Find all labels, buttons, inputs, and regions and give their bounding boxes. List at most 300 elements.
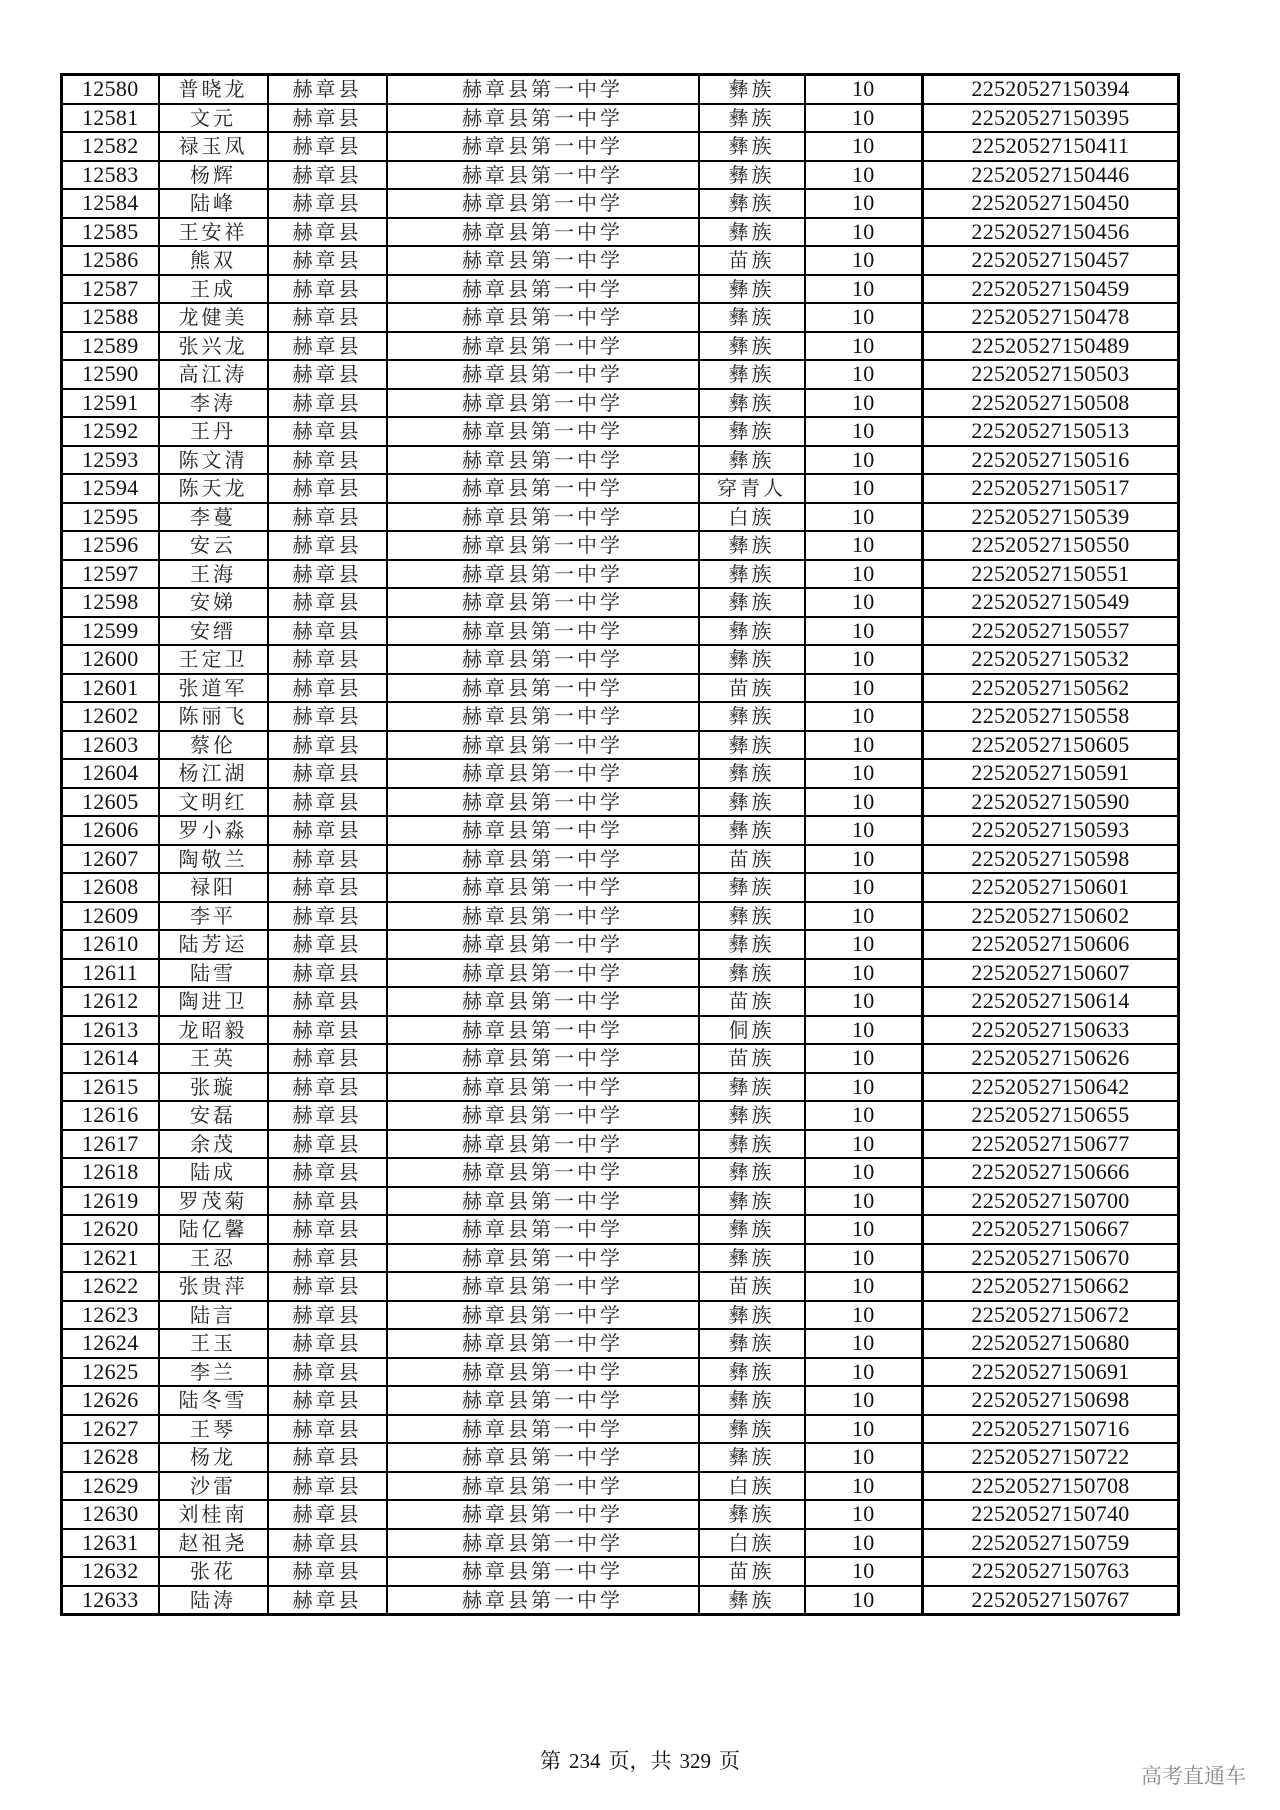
ethnicity-cell: 彝族 <box>699 1244 805 1273</box>
serial-cell: 12601 <box>62 674 159 703</box>
name-cell: 普晓龙 <box>159 75 268 104</box>
id-number-cell: 22520527150446 <box>923 161 1179 190</box>
serial-cell: 12609 <box>62 902 159 931</box>
score-cell: 10 <box>805 132 923 161</box>
id-number-cell: 22520527150503 <box>923 360 1179 389</box>
id-number-cell: 22520527150716 <box>923 1415 1179 1444</box>
id-number-cell: 22520527150450 <box>923 189 1179 218</box>
name-cell: 张花 <box>159 1557 268 1586</box>
id-number-cell: 22520527150457 <box>923 246 1179 275</box>
score-cell: 10 <box>805 1358 923 1387</box>
ethnicity-cell: 彝族 <box>699 132 805 161</box>
school-cell: 赫章县第一中学 <box>387 389 699 418</box>
name-cell: 王海 <box>159 560 268 589</box>
school-cell: 赫章县第一中学 <box>387 531 699 560</box>
table-row <box>62 987 1179 1016</box>
school-cell: 赫章县第一中学 <box>387 104 699 133</box>
score-cell: 10 <box>805 75 923 104</box>
id-number-cell: 22520527150562 <box>923 674 1179 703</box>
ethnicity-cell: 彝族 <box>699 816 805 845</box>
serial-cell: 12612 <box>62 987 159 1016</box>
table-row <box>62 1472 1179 1501</box>
name-cell: 张贵萍 <box>159 1272 268 1301</box>
serial-cell: 12606 <box>62 816 159 845</box>
serial-cell: 12614 <box>62 1044 159 1073</box>
table-row <box>62 645 1179 674</box>
ethnicity-cell: 彝族 <box>699 389 805 418</box>
ethnicity-cell: 苗族 <box>699 1557 805 1586</box>
county-cell: 赫章县 <box>268 987 387 1016</box>
county-cell: 赫章县 <box>268 104 387 133</box>
table-row <box>62 417 1179 446</box>
score-cell: 10 <box>805 446 923 475</box>
score-cell: 10 <box>805 503 923 532</box>
school-cell: 赫章县第一中学 <box>387 1329 699 1358</box>
score-cell: 10 <box>805 1500 923 1529</box>
name-cell: 王安祥 <box>159 218 268 247</box>
county-cell: 赫章县 <box>268 75 387 104</box>
school-cell: 赫章县第一中学 <box>387 275 699 304</box>
name-cell: 罗小淼 <box>159 816 268 845</box>
county-cell: 赫章县 <box>268 902 387 931</box>
county-cell: 赫章县 <box>268 1386 387 1415</box>
score-cell: 10 <box>805 531 923 560</box>
score-cell: 10 <box>805 417 923 446</box>
table-row <box>62 1500 1179 1529</box>
table-row <box>62 845 1179 874</box>
table-row <box>62 1073 1179 1102</box>
serial-cell: 12590 <box>62 360 159 389</box>
school-cell: 赫章县第一中学 <box>387 1130 699 1159</box>
county-cell: 赫章县 <box>268 759 387 788</box>
score-cell: 10 <box>805 332 923 361</box>
school-cell: 赫章县第一中学 <box>387 674 699 703</box>
serial-cell: 12588 <box>62 303 159 332</box>
county-cell: 赫章县 <box>268 389 387 418</box>
school-cell: 赫章县第一中学 <box>387 1101 699 1130</box>
name-cell: 安云 <box>159 531 268 560</box>
county-cell: 赫章县 <box>268 1187 387 1216</box>
county-cell: 赫章县 <box>268 816 387 845</box>
serial-cell: 12623 <box>62 1301 159 1330</box>
serial-cell: 12592 <box>62 417 159 446</box>
county-cell: 赫章县 <box>268 1443 387 1472</box>
table-row <box>62 560 1179 589</box>
serial-cell: 12598 <box>62 588 159 617</box>
county-cell: 赫章县 <box>268 1016 387 1045</box>
county-cell: 赫章县 <box>268 560 387 589</box>
county-cell: 赫章县 <box>268 1073 387 1102</box>
student-list-table <box>60 73 1180 1616</box>
id-number-cell: 22520527150614 <box>923 987 1179 1016</box>
ethnicity-cell: 穿青人 <box>699 474 805 503</box>
id-number-cell: 22520527150722 <box>923 1443 1179 1472</box>
name-cell: 王琴 <box>159 1415 268 1444</box>
score-cell: 10 <box>805 360 923 389</box>
serial-cell: 12587 <box>62 275 159 304</box>
name-cell: 禄阳 <box>159 873 268 902</box>
county-cell: 赫章县 <box>268 1244 387 1273</box>
total-pages-number: 329 <box>679 1749 711 1773</box>
table-body <box>62 75 1179 1615</box>
serial-cell: 12611 <box>62 959 159 988</box>
table-row <box>62 873 1179 902</box>
ethnicity-cell: 彝族 <box>699 1586 805 1615</box>
ethnicity-cell: 彝族 <box>699 1358 805 1387</box>
id-number-cell: 22520527150691 <box>923 1358 1179 1387</box>
name-cell: 陈文清 <box>159 446 268 475</box>
id-number-cell: 22520527150557 <box>923 617 1179 646</box>
score-cell: 10 <box>805 873 923 902</box>
ethnicity-cell: 彝族 <box>699 1386 805 1415</box>
id-number-cell: 22520527150667 <box>923 1215 1179 1244</box>
id-number-cell: 22520527150551 <box>923 560 1179 589</box>
name-cell: 陶进卫 <box>159 987 268 1016</box>
table-row <box>62 759 1179 788</box>
county-cell: 赫章县 <box>268 1586 387 1615</box>
ethnicity-cell: 彝族 <box>699 1158 805 1187</box>
county-cell: 赫章县 <box>268 1415 387 1444</box>
school-cell: 赫章县第一中学 <box>387 617 699 646</box>
table-row <box>62 816 1179 845</box>
id-number-cell: 22520527150605 <box>923 731 1179 760</box>
table-row <box>62 332 1179 361</box>
school-cell: 赫章县第一中学 <box>387 759 699 788</box>
county-cell: 赫章县 <box>268 645 387 674</box>
score-cell: 10 <box>805 560 923 589</box>
ethnicity-cell: 彝族 <box>699 1329 805 1358</box>
school-cell: 赫章县第一中学 <box>387 246 699 275</box>
county-cell: 赫章县 <box>268 1358 387 1387</box>
score-cell: 10 <box>805 930 923 959</box>
name-cell: 陆峰 <box>159 189 268 218</box>
county-cell: 赫章县 <box>268 1301 387 1330</box>
ethnicity-cell: 彝族 <box>699 1415 805 1444</box>
table-row <box>62 389 1179 418</box>
score-cell: 10 <box>805 1529 923 1558</box>
ethnicity-cell: 彝族 <box>699 617 805 646</box>
score-cell: 10 <box>805 959 923 988</box>
table-row <box>62 959 1179 988</box>
score-cell: 10 <box>805 1187 923 1216</box>
score-cell: 10 <box>805 788 923 817</box>
table-row <box>62 503 1179 532</box>
name-cell: 王忍 <box>159 1244 268 1273</box>
score-cell: 10 <box>805 1130 923 1159</box>
ethnicity-cell: 苗族 <box>699 1044 805 1073</box>
school-cell: 赫章县第一中学 <box>387 75 699 104</box>
school-cell: 赫章县第一中学 <box>387 189 699 218</box>
serial-cell: 12604 <box>62 759 159 788</box>
id-number-cell: 22520527150591 <box>923 759 1179 788</box>
serial-cell: 12622 <box>62 1272 159 1301</box>
county-cell: 赫章县 <box>268 246 387 275</box>
ethnicity-cell: 彝族 <box>699 702 805 731</box>
name-cell: 王玉 <box>159 1329 268 1358</box>
school-cell: 赫章县第一中学 <box>387 816 699 845</box>
id-number-cell: 22520527150550 <box>923 531 1179 560</box>
name-cell: 陆成 <box>159 1158 268 1187</box>
table-row <box>62 1443 1179 1472</box>
score-cell: 10 <box>805 816 923 845</box>
name-cell: 文元 <box>159 104 268 133</box>
score-cell: 10 <box>805 1272 923 1301</box>
serial-cell: 12630 <box>62 1500 159 1529</box>
ethnicity-cell: 彝族 <box>699 1443 805 1472</box>
table-row <box>62 902 1179 931</box>
county-cell: 赫章县 <box>268 1101 387 1130</box>
ethnicity-cell: 彝族 <box>699 959 805 988</box>
school-cell: 赫章县第一中学 <box>387 1557 699 1586</box>
table-row <box>62 360 1179 389</box>
county-cell: 赫章县 <box>268 1215 387 1244</box>
ethnicity-cell: 彝族 <box>699 731 805 760</box>
id-number-cell: 22520527150516 <box>923 446 1179 475</box>
table-row <box>62 702 1179 731</box>
ethnicity-cell: 苗族 <box>699 987 805 1016</box>
name-cell: 文明红 <box>159 788 268 817</box>
school-cell: 赫章县第一中学 <box>387 1529 699 1558</box>
score-cell: 10 <box>805 902 923 931</box>
serial-cell: 12586 <box>62 246 159 275</box>
table-row <box>62 1586 1179 1615</box>
id-number-cell: 22520527150508 <box>923 389 1179 418</box>
id-number-cell: 22520527150558 <box>923 702 1179 731</box>
id-number-cell: 22520527150590 <box>923 788 1179 817</box>
serial-cell: 12594 <box>62 474 159 503</box>
serial-cell: 12624 <box>62 1329 159 1358</box>
county-cell: 赫章县 <box>268 1272 387 1301</box>
table-row <box>62 1557 1179 1586</box>
score-cell: 10 <box>805 189 923 218</box>
id-number-cell: 22520527150677 <box>923 1130 1179 1159</box>
id-number-cell: 22520527150700 <box>923 1187 1179 1216</box>
current-page-number: 234 <box>569 1749 601 1773</box>
ethnicity-cell: 彝族 <box>699 873 805 902</box>
serial-cell: 12583 <box>62 161 159 190</box>
ethnicity-cell: 彝族 <box>699 332 805 361</box>
county-cell: 赫章县 <box>268 731 387 760</box>
ethnicity-cell: 彝族 <box>699 1215 805 1244</box>
name-cell: 王定卫 <box>159 645 268 674</box>
score-cell: 10 <box>805 246 923 275</box>
name-cell: 陶敬兰 <box>159 845 268 874</box>
county-cell: 赫章县 <box>268 1557 387 1586</box>
county-cell: 赫章县 <box>268 873 387 902</box>
school-cell: 赫章县第一中学 <box>387 731 699 760</box>
score-cell: 10 <box>805 474 923 503</box>
id-number-cell: 22520527150601 <box>923 873 1179 902</box>
id-number-cell: 22520527150666 <box>923 1158 1179 1187</box>
county-cell: 赫章县 <box>268 959 387 988</box>
name-cell: 李涛 <box>159 389 268 418</box>
score-cell: 10 <box>805 1215 923 1244</box>
serial-cell: 12617 <box>62 1130 159 1159</box>
serial-cell: 12585 <box>62 218 159 247</box>
score-cell: 10 <box>805 588 923 617</box>
school-cell: 赫章县第一中学 <box>387 588 699 617</box>
school-cell: 赫章县第一中学 <box>387 560 699 589</box>
serial-cell: 12593 <box>62 446 159 475</box>
footer-suffix: 页 <box>719 1749 740 1773</box>
name-cell: 陆言 <box>159 1301 268 1330</box>
table-row <box>62 1130 1179 1159</box>
serial-cell: 12633 <box>62 1586 159 1615</box>
ethnicity-cell: 彝族 <box>699 1500 805 1529</box>
table-row <box>62 1244 1179 1273</box>
school-cell: 赫章县第一中学 <box>387 1016 699 1045</box>
id-number-cell: 22520527150602 <box>923 902 1179 931</box>
id-number-cell: 22520527150517 <box>923 474 1179 503</box>
score-cell: 10 <box>805 731 923 760</box>
serial-cell: 12620 <box>62 1215 159 1244</box>
id-number-cell: 22520527150456 <box>923 218 1179 247</box>
name-cell: 禄玉凤 <box>159 132 268 161</box>
ethnicity-cell: 彝族 <box>699 930 805 959</box>
score-cell: 10 <box>805 1472 923 1501</box>
serial-cell: 12589 <box>62 332 159 361</box>
table-row <box>62 1529 1179 1558</box>
school-cell: 赫章县第一中学 <box>387 1244 699 1273</box>
serial-cell: 12595 <box>62 503 159 532</box>
score-cell: 10 <box>805 1443 923 1472</box>
serial-cell: 12619 <box>62 1187 159 1216</box>
county-cell: 赫章县 <box>268 588 387 617</box>
school-cell: 赫章县第一中学 <box>387 161 699 190</box>
ethnicity-cell: 彝族 <box>699 417 805 446</box>
table-row <box>62 1386 1179 1415</box>
county-cell: 赫章县 <box>268 702 387 731</box>
name-cell: 高江涛 <box>159 360 268 389</box>
county-cell: 赫章县 <box>268 788 387 817</box>
name-cell: 李平 <box>159 902 268 931</box>
table-row <box>62 1415 1179 1444</box>
id-number-cell: 22520527150759 <box>923 1529 1179 1558</box>
score-cell: 10 <box>805 845 923 874</box>
name-cell: 陆涛 <box>159 1586 268 1615</box>
ethnicity-cell: 彝族 <box>699 1187 805 1216</box>
score-cell: 10 <box>805 1101 923 1130</box>
county-cell: 赫章县 <box>268 360 387 389</box>
county-cell: 赫章县 <box>268 303 387 332</box>
name-cell: 陆冬雪 <box>159 1386 268 1415</box>
id-number-cell: 22520527150655 <box>923 1101 1179 1130</box>
score-cell: 10 <box>805 617 923 646</box>
table-row <box>62 246 1179 275</box>
serial-cell: 12580 <box>62 75 159 104</box>
table-row <box>62 531 1179 560</box>
serial-cell: 12618 <box>62 1158 159 1187</box>
county-cell: 赫章县 <box>268 161 387 190</box>
county-cell: 赫章县 <box>268 132 387 161</box>
county-cell: 赫章县 <box>268 531 387 560</box>
score-cell: 10 <box>805 303 923 332</box>
school-cell: 赫章县第一中学 <box>387 1073 699 1102</box>
school-cell: 赫章县第一中学 <box>387 1301 699 1330</box>
school-cell: 赫章县第一中学 <box>387 474 699 503</box>
ethnicity-cell: 彝族 <box>699 531 805 560</box>
id-number-cell: 22520527150662 <box>923 1272 1179 1301</box>
ethnicity-cell: 彝族 <box>699 1073 805 1102</box>
id-number-cell: 22520527150763 <box>923 1557 1179 1586</box>
name-cell: 罗茂菊 <box>159 1187 268 1216</box>
table-row <box>62 674 1179 703</box>
school-cell: 赫章县第一中学 <box>387 987 699 1016</box>
ethnicity-cell: 彝族 <box>699 218 805 247</box>
serial-cell: 12600 <box>62 645 159 674</box>
name-cell: 沙雷 <box>159 1472 268 1501</box>
school-cell: 赫章县第一中学 <box>387 1500 699 1529</box>
name-cell: 张璇 <box>159 1073 268 1102</box>
serial-cell: 12596 <box>62 531 159 560</box>
score-cell: 10 <box>805 1073 923 1102</box>
serial-cell: 12603 <box>62 731 159 760</box>
id-number-cell: 22520527150698 <box>923 1386 1179 1415</box>
county-cell: 赫章县 <box>268 417 387 446</box>
ethnicity-cell: 彝族 <box>699 588 805 617</box>
school-cell: 赫章县第一中学 <box>387 1586 699 1615</box>
score-cell: 10 <box>805 104 923 133</box>
school-cell: 赫章县第一中学 <box>387 417 699 446</box>
id-number-cell: 22520527150740 <box>923 1500 1179 1529</box>
county-cell: 赫章县 <box>268 275 387 304</box>
score-cell: 10 <box>805 1244 923 1273</box>
ethnicity-cell: 彝族 <box>699 902 805 931</box>
county-cell: 赫章县 <box>268 446 387 475</box>
table-row <box>62 1272 1179 1301</box>
table-row <box>62 1158 1179 1187</box>
serial-cell: 12610 <box>62 930 159 959</box>
footer-prefix: 第 <box>540 1749 561 1773</box>
name-cell: 王英 <box>159 1044 268 1073</box>
table-row <box>62 1301 1179 1330</box>
county-cell: 赫章县 <box>268 1529 387 1558</box>
school-cell: 赫章县第一中学 <box>387 930 699 959</box>
score-cell: 10 <box>805 1158 923 1187</box>
name-cell: 龙昭毅 <box>159 1016 268 1045</box>
serial-cell: 12625 <box>62 1358 159 1387</box>
score-cell: 10 <box>805 1386 923 1415</box>
name-cell: 李兰 <box>159 1358 268 1387</box>
table-row <box>62 1101 1179 1130</box>
county-cell: 赫章县 <box>268 218 387 247</box>
school-cell: 赫章县第一中学 <box>387 702 699 731</box>
ethnicity-cell: 白族 <box>699 1472 805 1501</box>
serial-cell: 12627 <box>62 1415 159 1444</box>
county-cell: 赫章县 <box>268 1500 387 1529</box>
score-cell: 10 <box>805 275 923 304</box>
table-row <box>62 1044 1179 1073</box>
school-cell: 赫章县第一中学 <box>387 1158 699 1187</box>
school-cell: 赫章县第一中学 <box>387 446 699 475</box>
school-cell: 赫章县第一中学 <box>387 1187 699 1216</box>
school-cell: 赫章县第一中学 <box>387 1415 699 1444</box>
county-cell: 赫章县 <box>268 1130 387 1159</box>
id-number-cell: 22520527150395 <box>923 104 1179 133</box>
table-row <box>62 75 1179 104</box>
county-cell: 赫章县 <box>268 674 387 703</box>
table-row <box>62 474 1179 503</box>
table-row <box>62 588 1179 617</box>
score-cell: 10 <box>805 674 923 703</box>
serial-cell: 12597 <box>62 560 159 589</box>
county-cell: 赫章县 <box>268 503 387 532</box>
name-cell: 杨辉 <box>159 161 268 190</box>
school-cell: 赫章县第一中学 <box>387 303 699 332</box>
county-cell: 赫章县 <box>268 1158 387 1187</box>
id-number-cell: 22520527150513 <box>923 417 1179 446</box>
table-row <box>62 788 1179 817</box>
